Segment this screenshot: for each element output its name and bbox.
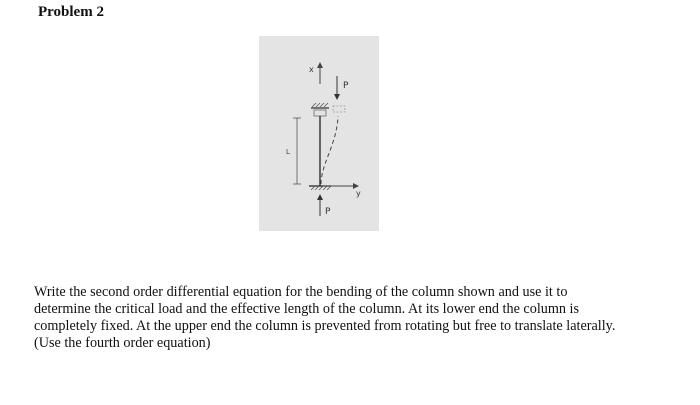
- top-load-label: P: [343, 81, 349, 91]
- length-label: L: [286, 148, 290, 156]
- statement-line: Write the second order differential equation for the bending of the column shown and use it to: [34, 284, 568, 300]
- problem-statement: [34, 284, 674, 352]
- statement-line: (Use the fourth order equation): [34, 335, 211, 351]
- column-figure: [259, 36, 379, 231]
- problem-title: Problem 2: [38, 4, 104, 20]
- statement-line: completely fixed. At the upper end the column is prevented from rotating but free to translate laterally.: [34, 318, 616, 334]
- column-diagram: [259, 36, 379, 231]
- bottom-load-label: P: [325, 207, 331, 217]
- y-axis-label: y: [356, 189, 361, 198]
- x-axis-label: x: [309, 65, 314, 74]
- statement-line: determine the critical load and the effective length of the column. At its lower end the column is: [34, 301, 579, 317]
